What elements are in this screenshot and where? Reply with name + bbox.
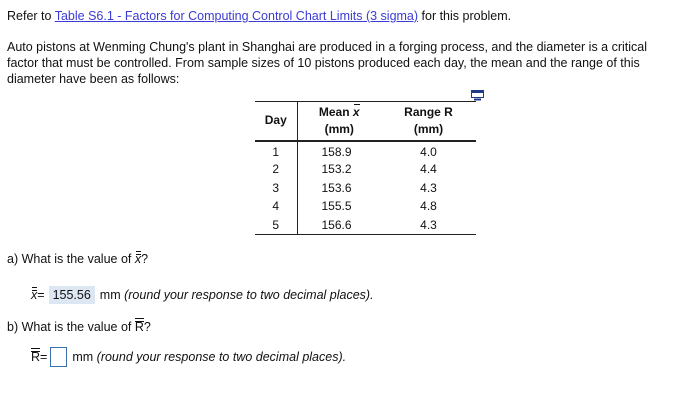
cell-day: 3 <box>255 179 297 198</box>
table-row <box>255 198 476 217</box>
question-a-var: x <box>134 252 142 266</box>
cell-mean: 156.6 <box>321 217 352 232</box>
header-day: Day <box>255 102 297 141</box>
intro-suffix: for this problem. <box>418 9 512 23</box>
cell-range: 4.3 <box>420 180 437 195</box>
answer-b-var: R <box>31 350 41 364</box>
table-row <box>255 161 476 180</box>
answer-a-unit: mm <box>99 288 121 302</box>
header-range-unit: (mm) <box>413 121 444 136</box>
answer-a-hint: (round your response to two decimal places). <box>124 288 374 302</box>
answer-b-hint: (round your response to two decimal places). <box>96 350 347 364</box>
answer-b-input[interactable] <box>50 347 67 367</box>
problem-paragraph: Auto pistons at Wenming Chung's plant in Shanghai are produced in a forging process, and the diameter is a critical factor that must be controlled. From sample sizes of 10 pistons produced each day, the mean and the range of this diameter have been as follows: <box>7 40 648 86</box>
header-mean-unit: (mm) <box>324 121 354 136</box>
answer-a-var: x <box>31 288 38 302</box>
question-a-end: ? <box>141 252 149 266</box>
cell-day: 2 <box>255 161 297 180</box>
question-a-label: a) What is the value of <box>7 252 135 266</box>
table-row <box>255 216 476 235</box>
cell-day: 5 <box>255 216 297 235</box>
cell-mean: 153.2 <box>321 162 352 177</box>
question-b-label: b) What is the value of <box>7 320 135 334</box>
table-header-row <box>255 102 476 141</box>
answer-b-unit: mm <box>72 350 94 364</box>
intro-prefix: Refer to <box>7 9 55 23</box>
header-range-label: Range R <box>404 104 453 119</box>
header-mean-prefix: Mean <box>318 104 353 119</box>
cell-mean: 158.9 <box>321 144 352 159</box>
header-mean-var: x <box>352 104 360 119</box>
cell-mean: 155.5 <box>321 199 352 214</box>
question-b <box>7 320 151 334</box>
answer-a-eq: = <box>37 288 45 302</box>
answer-b-row <box>31 347 346 367</box>
question-a <box>7 252 148 266</box>
copy-table-icon[interactable] <box>471 90 484 101</box>
cell-range: 4.8 <box>420 199 437 214</box>
question-b-var: R <box>134 320 144 334</box>
header-mean <box>297 102 381 141</box>
cell-day: 4 <box>255 198 297 217</box>
intro-line <box>7 9 511 23</box>
answer-a-row <box>31 286 374 304</box>
table-row <box>255 141 476 161</box>
data-table <box>255 101 476 235</box>
answer-a-value[interactable]: 155.56 <box>49 286 95 304</box>
cell-mean: 153.6 <box>321 180 352 195</box>
header-range <box>381 102 476 141</box>
question-b-end: ? <box>143 320 151 334</box>
cell-range: 4.4 <box>420 162 437 177</box>
cell-range: 4.0 <box>420 144 437 159</box>
answer-b-eq: = <box>40 350 48 364</box>
cell-day: 1 <box>255 141 297 161</box>
table-s6-1-link[interactable]: Table S6.1 - Factors for Computing Control Chart Limits (3 sigma) <box>54 9 419 23</box>
cell-range: 4.3 <box>420 217 437 232</box>
table-row <box>255 179 476 198</box>
